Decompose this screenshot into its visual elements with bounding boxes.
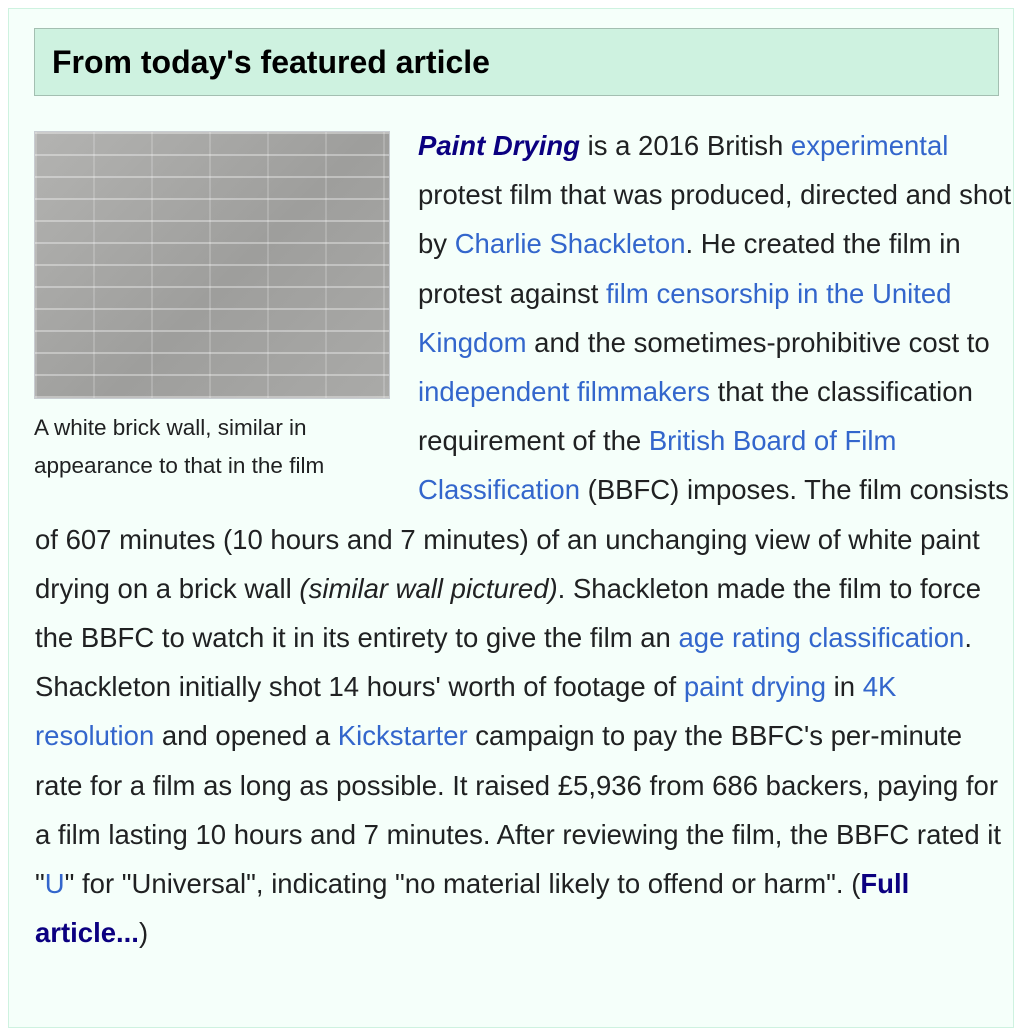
text-run: . He created the film in protest against: [418, 228, 961, 309]
link-4k-resolution[interactable]: 4K resolution: [35, 671, 897, 752]
section-title: From today's featured article: [52, 44, 490, 80]
text-run: (BBFC) imposes. The film consists of 607 minutes (10 hours and 7 minutes) of an unchanging view of white paint drying on a brick wall: [35, 474, 1009, 604]
text-run: " for "Universal", indicating "no material likely to offend or harm". (: [64, 868, 861, 900]
figure-spacer: [35, 121, 418, 514]
article-title-link[interactable]: Paint Drying: [418, 130, 580, 161]
link-charlie-shackleton[interactable]: Charlie Shackleton: [454, 228, 686, 260]
link-experimental[interactable]: experimental: [790, 130, 949, 161]
text-run: that the classification requirement of the: [418, 376, 973, 457]
link-u-rating[interactable]: U: [44, 868, 65, 900]
section-header: [34, 28, 999, 96]
text-run: in: [826, 671, 863, 703]
link-independent-filmmakers[interactable]: independent filmmakers: [418, 376, 710, 408]
text-run: protest film that was produced, directed and shot by: [418, 179, 1012, 260]
text-run: and opened a: [154, 720, 338, 752]
link-age-rating[interactable]: age rating classification: [678, 622, 965, 654]
article-extract: [35, 121, 1015, 957]
image-caption: A white brick wall, similar in appearance to that in the film: [34, 415, 325, 478]
text-run: ): [138, 917, 149, 949]
text-run: campaign to pay the BBFC's per-minute rate for a film as long as possible. It raised £5,936 from 686 backers, paying for a film lasting 10 hours and 7 minutes. After reviewing the film, the BBFC rated it ": [35, 720, 1002, 900]
italic-note: (similar wall pictured): [299, 572, 558, 604]
link-paint-drying[interactable]: paint drying: [683, 671, 827, 703]
link-film-censorship[interactable]: film censorship in the United Kingdom: [418, 277, 952, 358]
link-bbfc[interactable]: British Board of Film Classification: [418, 425, 897, 506]
text-run: . Shackleton made the film to force the BBFC to watch it in its entirety to give the film an: [35, 572, 982, 654]
text-run: is a 2016 British: [579, 130, 791, 161]
full-article-link[interactable]: Full article...: [35, 868, 910, 949]
text-run: . Shackleton initially shot 14 hours' worth of footage of: [35, 622, 972, 703]
link-kickstarter[interactable]: Kickstarter: [337, 720, 468, 752]
text-run: and the sometimes-prohibitive cost to: [526, 326, 990, 358]
featured-article-box: [8, 8, 1014, 1028]
